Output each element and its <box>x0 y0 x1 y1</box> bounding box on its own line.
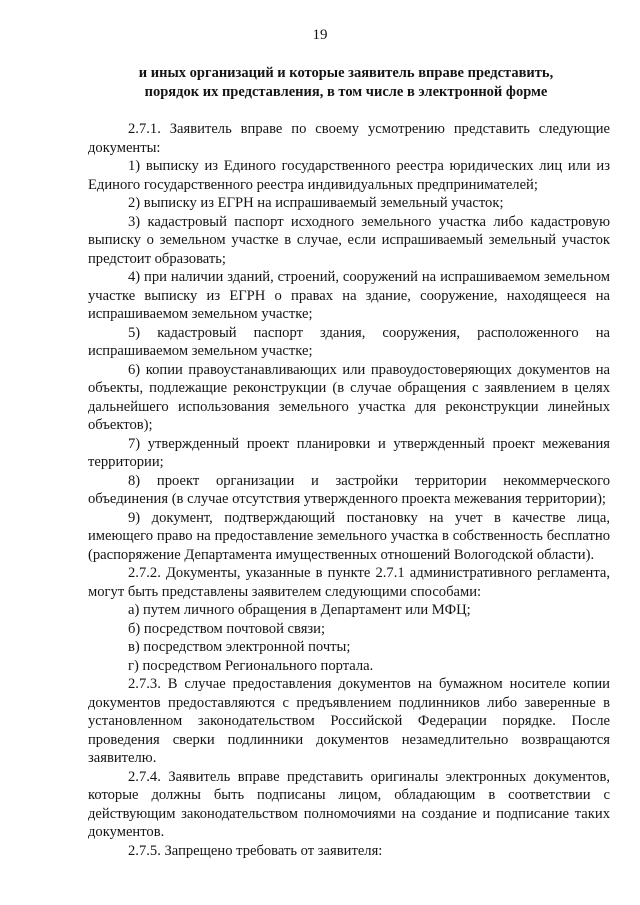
list-item-4: 4) при наличии зданий, строений, сооружений на испрашиваемом земельном участке выписку из ЕГРН о правах на здание, сооружение, находящееся на испрашиваемом земельном участке; <box>88 269 610 322</box>
section-heading-line-1: и иных организаций и которые заявитель вправе представить, <box>138 65 554 81</box>
list-item-2: 2) выписку из ЕГРН на испрашиваемый земельный участок; <box>128 195 504 211</box>
paragraph-2-7-1: 2.7.1. Заявитель вправе по своему усмотрению представить следующие документы: <box>88 121 610 156</box>
list-item-9: 9) документ, подтверждающий постановку на учет в качестве лица, имеющего право на предоставление земельного участка в собственность бесплатно (распоряжение Департамента имущественных отношений Вологодской области). <box>88 509 610 563</box>
section-heading <box>90 64 602 102</box>
list-item-1: 1) выписку из Единого государственного реестра юридических лиц или из Единого государственного реестра индивидуальных предпринимателей; <box>88 158 610 193</box>
paragraph-2-7-2: 2.7.2. Документы, указанные в пункте 2.7.1 административного регламента, могут быть представлены заявителем следующими способами: <box>88 565 610 600</box>
list-item-6: 6) копии правоустанавливающих или правоудостоверяющих документов на объекты, подлежащие реконструкции (в случае обращения с заявлением в целях дальнейшего использования земельного участка для реконструкции линейных объектов); <box>88 361 610 433</box>
list-item-8: 8) проект организации и застройки территории некоммерческого объединения (в случае отсутствия утвержденного проекта межевания территории); <box>88 472 610 507</box>
method-item-b: б) посредством почтовой связи; <box>128 620 326 637</box>
document-body <box>88 120 610 860</box>
paragraph-2-7-5: 2.7.5. Запрещено требовать от заявителя: <box>128 842 383 859</box>
method-item-g: г) посредством Регионального портала. <box>128 657 374 674</box>
list-item-3: 3) кадастровый паспорт исходного земельного участка либо кадастровую выписку о земельном участке в случае, если испрашиваемый земельный участок предстоит образовать; <box>88 213 610 267</box>
paragraph-2-7-4: 2.7.4. Заявитель вправе представить оригиналы электронных документов, которые должны быть подписаны лицом, обладающим в соответствии с действующим законодательством полномочиями на создание и подписание таких документов. <box>88 768 610 840</box>
list-item-7: 7) утвержденный проект планировки и утвержденный проект межевания территории; <box>88 435 610 470</box>
method-item-v: в) посредством электронной почты; <box>128 639 351 655</box>
section-heading-line-2: порядок их представления, в том числе в электронной форме <box>144 84 548 100</box>
list-item-5: 5) кадастровый паспорт здания, сооружения, расположенного на испрашиваемом земельном участке; <box>88 324 610 359</box>
paragraph-2-7-3: 2.7.3. В случае предоставления документов на бумажном носителе копии документов предоставляются с предъявлением подлинников либо заверенные в установленном законодательством Российской Федерации порядке. После проведения сверки подлинники документов незамедлительно возвращаются заявителю. <box>88 676 610 766</box>
method-item-a: а) путем личного обращения в Департамент или МФЦ; <box>128 602 471 618</box>
page-number: 19 <box>312 27 328 43</box>
